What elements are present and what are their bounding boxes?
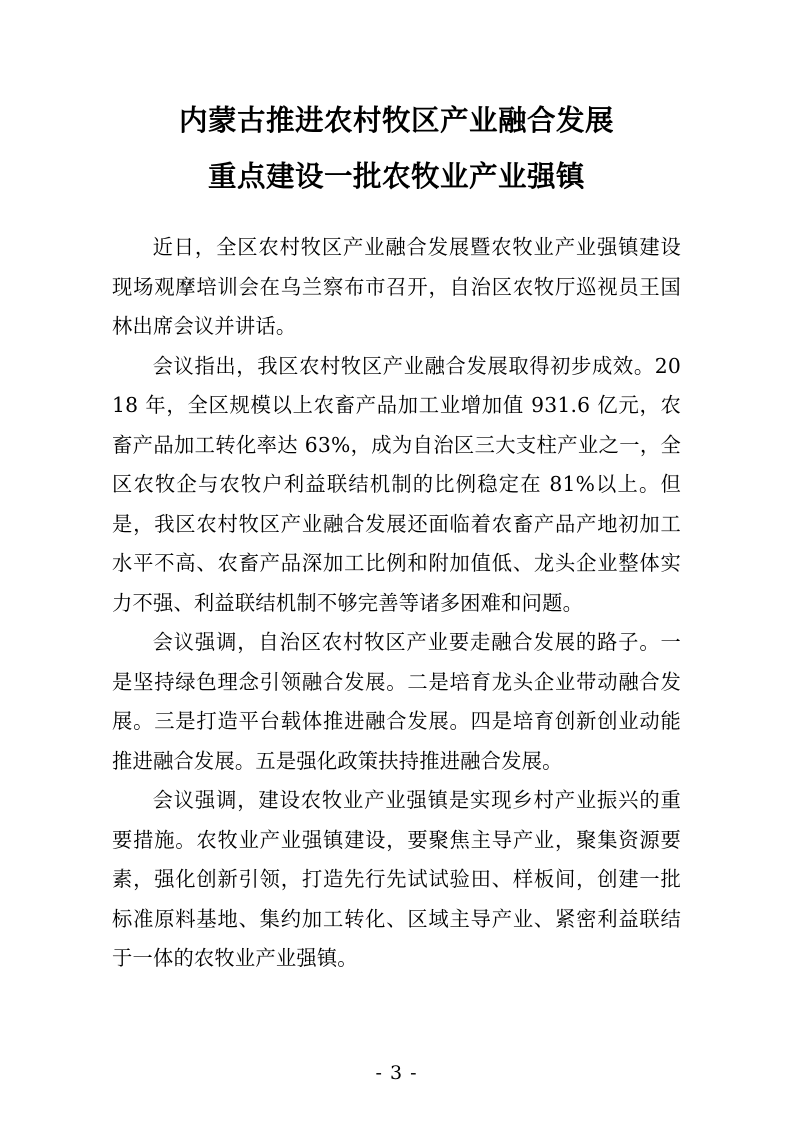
- paragraph-1: 近日，全区农村牧区产业融合发展暨农牧业产业强镇建设现场观摩培训会在乌兰察布市召开，自治区农牧厅巡视员王国林出席会议并讲话。: [112, 235, 681, 338]
- paragraph-3: 会议强调，自治区农村牧区产业要走融合发展的路子。一是坚持绿色理念引领融合发展。二是培育龙头企业带动融合发展。三是打造平台载体推进融合发展。四是培育创新创业动能推进融合发展。五是强化政策扶持推进融合发展。: [112, 630, 681, 773]
- title-line-1: 内蒙古推进农村牧区产业融合发展: [178, 103, 614, 137]
- page-title: [112, 92, 681, 204]
- paragraph-2: 会议指出，我区农村牧区产业融合发展取得初步成效。2018 年，全区规模以上农畜产品加工业增加值 931.6 亿元，农畜产品加工转化率达 63%，成为自治区三大支柱产业之一，全区农牧企与农牧户利益联结机制的比例稳定在 81%以上。但是，我区农村牧区产业融合发展还面临着农畜产品产地初加工水平不高、农畜产品深加工比例和附加值低、龙头企业整体实力不强、利益联结机制不够完善等诸多困难和问题。: [112, 353, 681, 615]
- document-body: [112, 228, 681, 979]
- title-line-2: 重点建设一批农牧业产业强镇: [207, 159, 585, 193]
- page-number: - 3 -: [375, 1062, 418, 1084]
- paragraph-4: 会议强调，建设农牧业产业强镇是实现乡村产业振兴的重要措施。农牧业产业强镇建设，要聚焦主导产业，聚集资源要素，强化创新引领，打造先行先试试验田、样板间，创建一批标准原料基地、集约加工转化、区域主导产业、紧密利益联结于一体的农牧业产业强镇。: [112, 788, 681, 970]
